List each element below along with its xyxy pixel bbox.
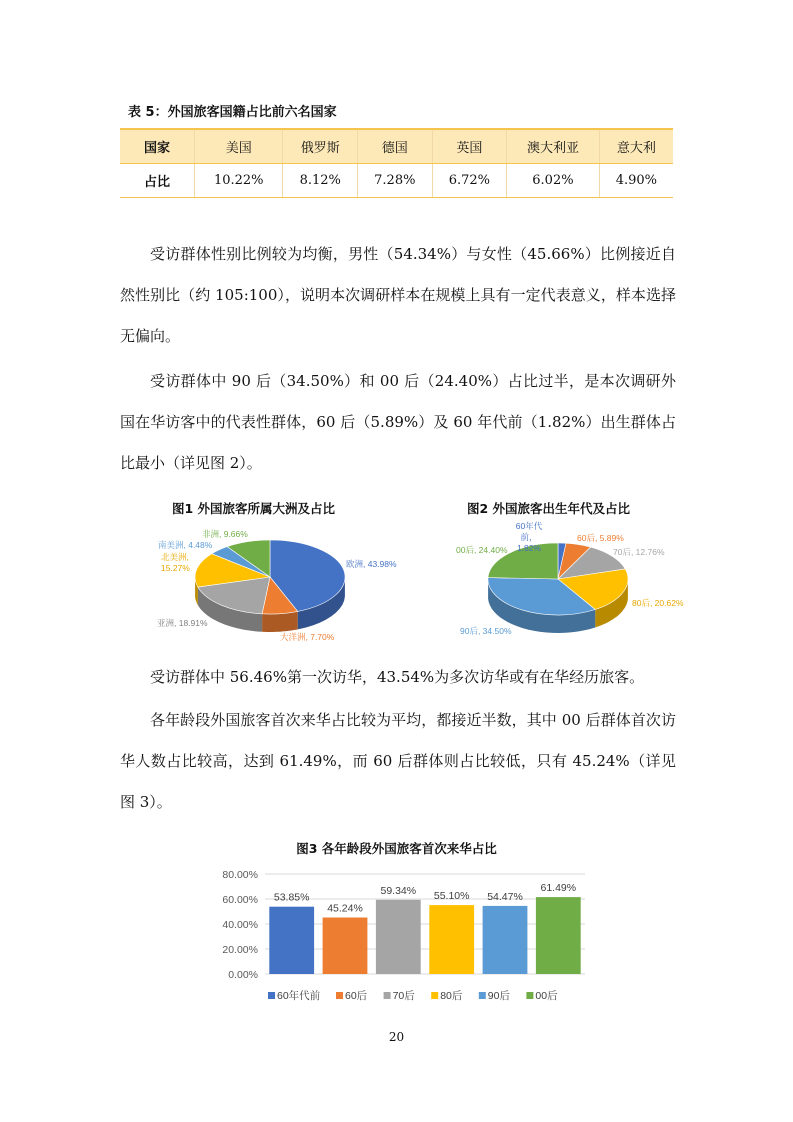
legend-label: 70后 bbox=[392, 990, 415, 1002]
table-country: 英国 bbox=[432, 129, 507, 164]
legend-label: 60后 bbox=[345, 990, 368, 1002]
chart2-label-60s: 60后, 5.89% bbox=[577, 533, 624, 543]
bar-00后 bbox=[536, 897, 581, 974]
legend-swatch bbox=[384, 992, 391, 999]
pie-side-1 bbox=[262, 611, 298, 632]
legend-swatch bbox=[526, 992, 533, 999]
bar-60年代前 bbox=[269, 907, 314, 974]
table-share: 6.02% bbox=[507, 164, 600, 198]
chart1-label-north-america: 北美洲, 15.27% bbox=[161, 552, 190, 573]
bar-value-label: 59.34% bbox=[380, 884, 417, 897]
chart1-label-asia: 亚洲, 18.91% bbox=[157, 618, 208, 628]
chart2-label-90s: 90后, 34.50% bbox=[460, 626, 512, 636]
y-tick-label: 40.00% bbox=[222, 919, 258, 931]
legend-label: 90后 bbox=[487, 990, 510, 1002]
table-share: 4.90% bbox=[599, 164, 673, 198]
paragraph-first-visit-by-age: 各年龄段外国旅客首次来华占比较为平均，都接近半数，其中 00 后群体首次访华人数占比较高，达到 61.49%，而 60 后群体则占比较低，只有 45.24%（详见图 3）。 bbox=[120, 711, 676, 811]
bar-value-label: 61.49% bbox=[540, 882, 577, 895]
table-share: 8.12% bbox=[283, 164, 358, 198]
chart2-label-80s: 80后, 20.62% bbox=[632, 598, 684, 608]
y-tick-label: 0.00% bbox=[228, 969, 258, 981]
table-country: 俄罗斯 bbox=[283, 129, 358, 164]
chart1-label-africa: 非洲, 9.66% bbox=[202, 529, 248, 539]
table-share: 10.22% bbox=[195, 164, 283, 198]
chart2-label-70s: 70后, 12.76% bbox=[613, 547, 665, 557]
paragraph-age: 受访群体中 90 后（34.50%）和 00 后（24.40%）占比过半，是本次调研外国在华访客中的代表性群体，60 后（5.89%）及 60 年代前（1.82%）出生群体占比最小（详见图 2）。 bbox=[120, 372, 676, 472]
bar-value-label: 55.10% bbox=[433, 890, 470, 903]
legend-swatch bbox=[336, 992, 343, 999]
table-header-row bbox=[120, 129, 673, 164]
table-share: 7.28% bbox=[358, 164, 433, 198]
chart2-label-pre60: 60年代前，1.82% bbox=[515, 521, 543, 553]
chart2-label-00s: 00后, 24.40% bbox=[456, 545, 508, 555]
table-row-label: 占比 bbox=[120, 164, 195, 198]
table-caption: 表 5：外国旅客国籍占比前六名国家 bbox=[128, 105, 337, 120]
bar-70后 bbox=[376, 900, 421, 974]
bar-90后 bbox=[483, 906, 528, 974]
chart1-label-oceania: 大洋洲, 7.70% bbox=[280, 632, 335, 642]
bar-80后 bbox=[429, 905, 474, 974]
bar-value-label: 45.24% bbox=[327, 902, 363, 915]
chart2-title: 图2 外国旅客出生年代及占比 bbox=[467, 501, 631, 516]
legend-label: 80后 bbox=[440, 990, 463, 1002]
chart1-title: 图1 外国旅客所属大洲及占比 bbox=[172, 501, 336, 516]
table-share: 6.72% bbox=[432, 164, 507, 198]
table-country: 美国 bbox=[195, 129, 283, 164]
bar-value-label: 54.47% bbox=[487, 890, 523, 903]
legend-swatch bbox=[268, 992, 275, 999]
y-tick-label: 20.00% bbox=[222, 944, 258, 956]
y-tick-label: 60.00% bbox=[222, 894, 258, 906]
page-number: 20 bbox=[388, 1030, 405, 1044]
legend-swatch bbox=[479, 992, 486, 999]
nationality-table bbox=[120, 128, 673, 198]
paragraph-first-visit: 受访群体中 56.46%第一次访华，43.54%为多次访华或有在华经历旅客。 bbox=[150, 668, 645, 686]
table-country: 澳大利亚 bbox=[507, 129, 600, 164]
bar-value-label: 53.85% bbox=[273, 891, 310, 904]
chart1-label-south-america: 南美洲, 4.48% bbox=[158, 540, 213, 550]
legend-label: 60年代前 bbox=[277, 990, 321, 1002]
chart3-bar bbox=[200, 862, 600, 1012]
bar-60后 bbox=[323, 918, 368, 975]
y-tick-label: 80.00% bbox=[222, 869, 258, 881]
table-row bbox=[120, 164, 673, 198]
chart1-label-europe: 欧洲, 43.98% bbox=[346, 559, 397, 569]
paragraph-gender: 受访群体性别比例较为均衡，男性（54.34%）与女性（45.66%）比例接近自然性别比（约 105:100），说明本次调研样本在规模上具有一定代表意义，样本选择无偏向。 bbox=[120, 245, 676, 345]
chart3-title: 图3 各年龄段外国旅客首次来华占比 bbox=[296, 841, 497, 856]
table-country: 意大利 bbox=[599, 129, 673, 164]
legend-label: 00后 bbox=[535, 990, 558, 1002]
legend-swatch bbox=[431, 992, 438, 999]
table-country: 德国 bbox=[358, 129, 433, 164]
table-header-label: 国家 bbox=[120, 129, 195, 164]
